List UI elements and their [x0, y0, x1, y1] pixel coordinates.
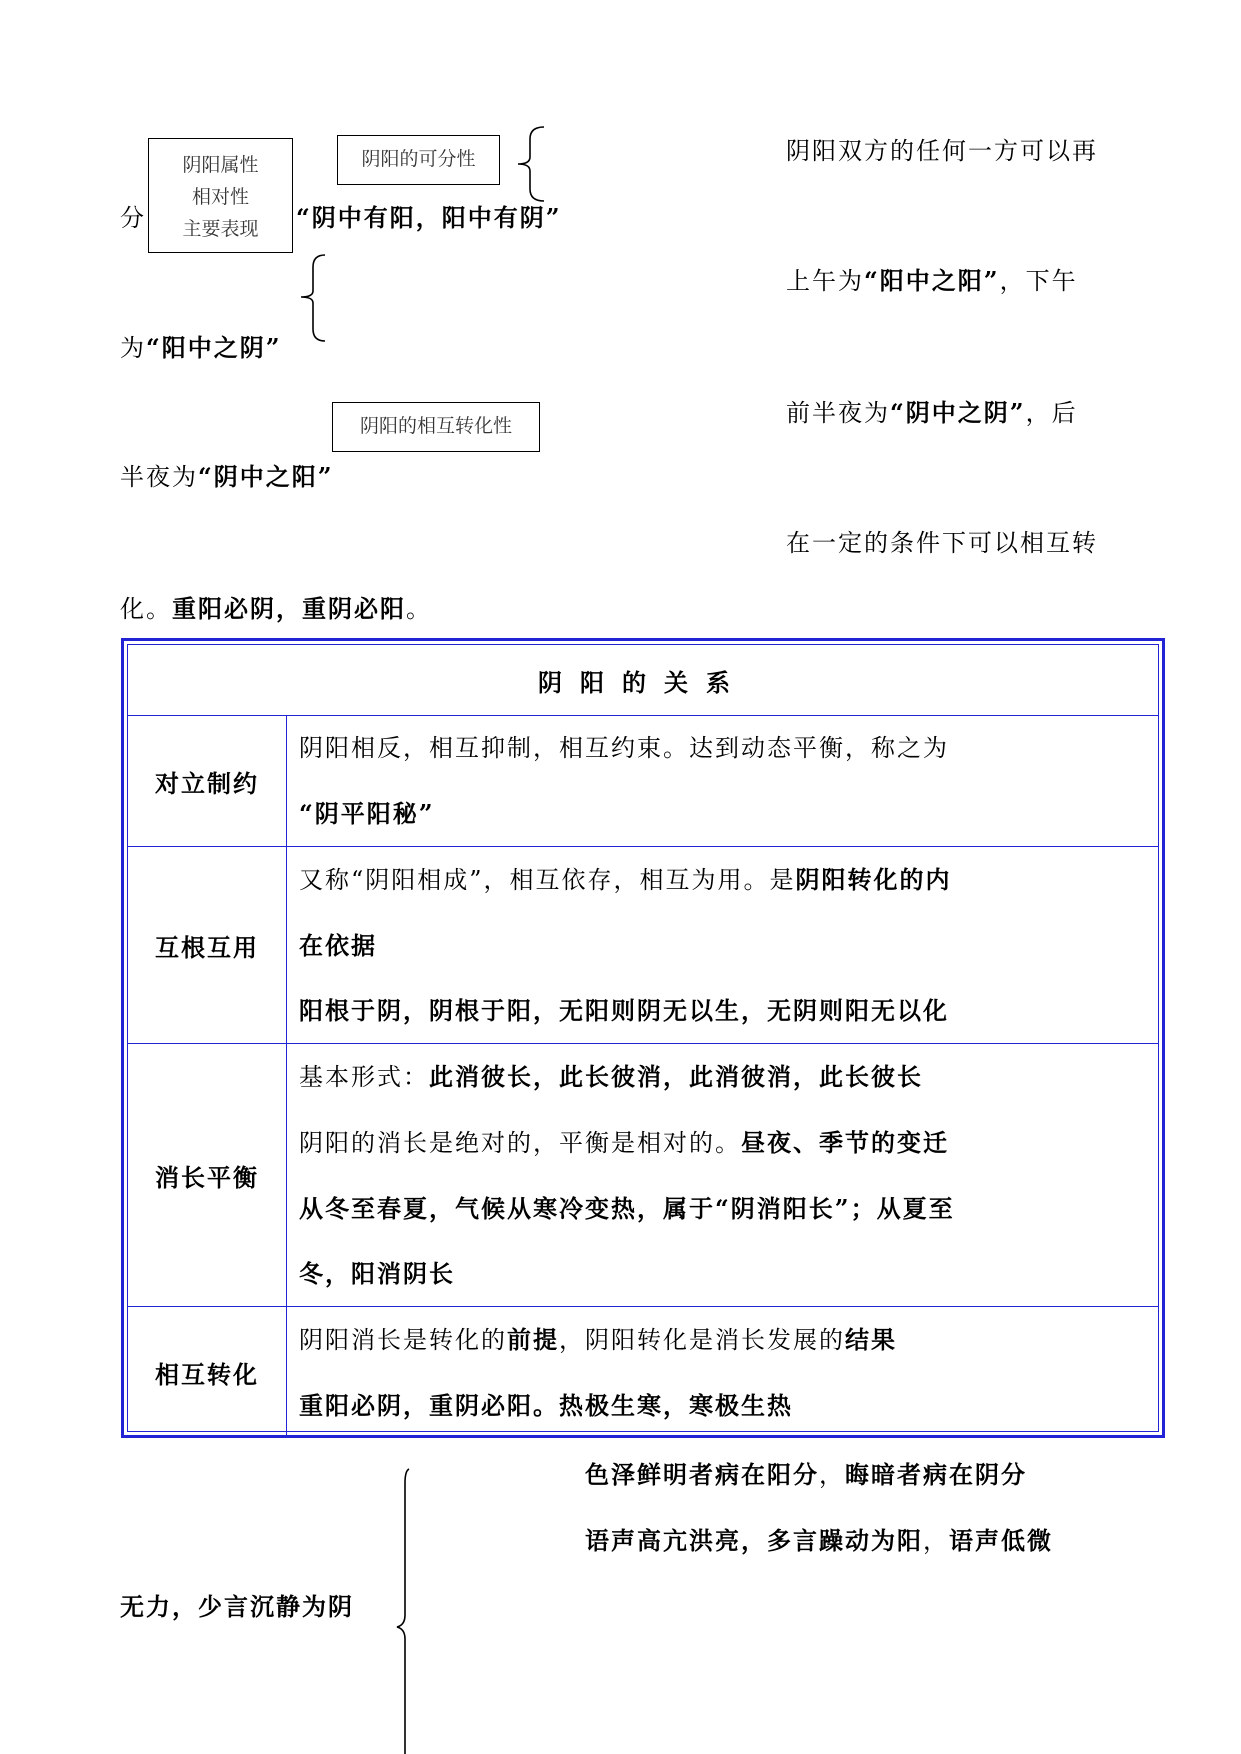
paragraph-bottom-1: 色泽鲜明者病在阳分，晦暗者病在阴分: [585, 1460, 1027, 1489]
paragraph-bottom-3: 无力，少言沉静为阴: [120, 1592, 354, 1621]
table-row: [128, 847, 1158, 1044]
brace-icon: [295, 253, 331, 343]
table-row: [128, 1307, 1158, 1439]
yin-yang-relation-table: [121, 638, 1165, 1438]
row-content: 阴阳相反，相互抑制，相互约束。达到动态平衡，称之为 “阴平阳秘”: [287, 716, 1159, 847]
box-line: 阴阳属性: [182, 154, 259, 176]
box-line: 相对性: [191, 186, 249, 208]
brace-icon: [395, 1465, 425, 1754]
table-header-row: [128, 645, 1158, 716]
paragraph-left-3: 半夜为“阴中之阳”: [120, 462, 334, 491]
row-label: 互根互用: [128, 847, 287, 1044]
brace-icon: [510, 125, 550, 203]
paragraph-left-1-bold: “阴中有阳，阳中有阴”: [296, 203, 562, 232]
table-row: [128, 1044, 1158, 1307]
paragraph-right-4: 在一定的条件下可以相互转: [786, 529, 1098, 557]
row-content: 又称“阴阳相成”，相互依存，相互为用。是阴阳转化的内 在依据 阳根于阴，阴根于阳，无阳则阴无以生，无阴则阳无以化: [287, 847, 1159, 1044]
paragraph-right-2: 上午为“阳中之阳”，下午: [786, 266, 1078, 295]
paragraph-right-1: 阴阳双方的任何一方可以再: [786, 137, 1098, 165]
box-line: 主要表现: [182, 218, 259, 240]
paragraph-bottom-2: 语声高亢洪亮，多言躁动为阳，语声低微: [585, 1526, 1053, 1555]
transform-box: 阴阳的相互转化性: [332, 402, 540, 452]
paragraph-left-1: 分: [120, 204, 146, 232]
paragraph-left-4: 化。重阳必阴，重阴必阳。: [120, 594, 432, 623]
yin-yang-attribute-box: [148, 138, 293, 253]
paragraph-left-2: 为“阳中之阴”: [120, 333, 282, 362]
row-content: 阴阳消长是转化的前提，阴阳转化是消长发展的结果 重阳必阴，重阴必阳。热极生寒，寒极生热: [287, 1307, 1159, 1439]
paragraph-right-3: 前半夜为“阴中之阴”，后: [786, 398, 1078, 427]
row-label: 相互转化: [128, 1307, 287, 1439]
table-header: 阴阳的关系: [128, 645, 1158, 716]
row-label: 对立制约: [128, 716, 287, 847]
row-label: 消长平衡: [128, 1044, 287, 1307]
row-content: 基本形式：此消彼长，此长彼消，此消彼消，此长彼长 阴阳的消长是绝对的，平衡是相对的。昼夜、季节的变迁 从冬至春夏，气候从寒冷变热，属于“阴消阳长”；从夏至 冬，阳消阴长: [287, 1044, 1159, 1307]
table-row: [128, 716, 1158, 847]
divisibility-box: 阴阳的可分性: [337, 135, 500, 185]
